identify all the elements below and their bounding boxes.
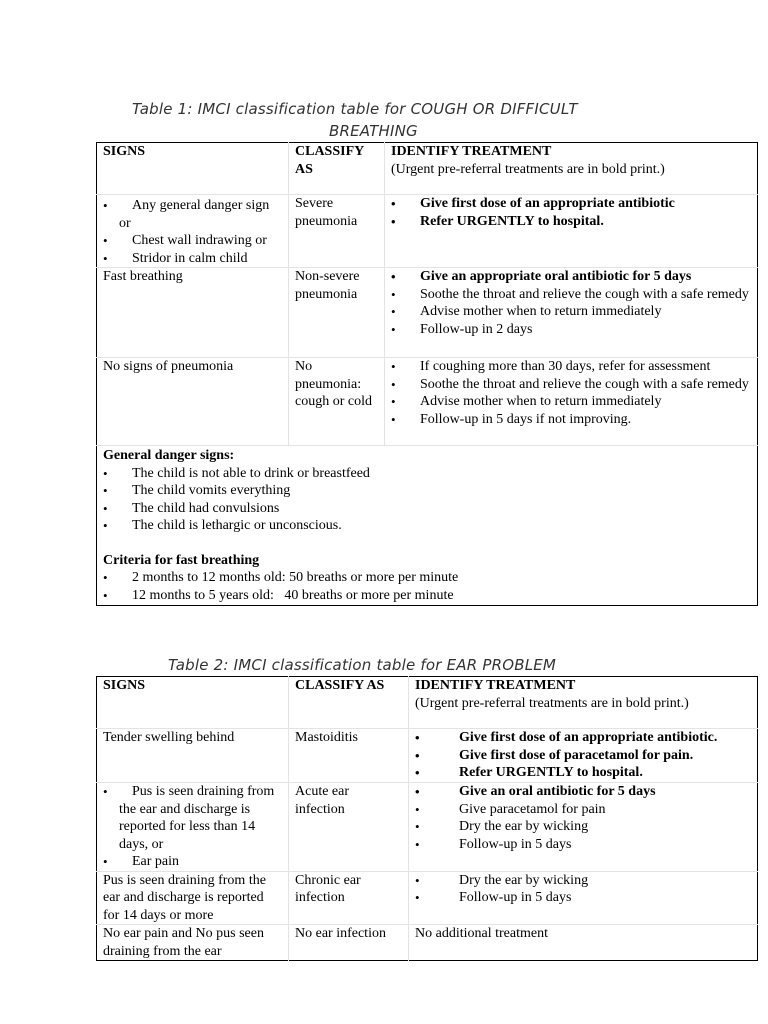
list-item: • Dry the ear by wicking [415,872,751,890]
signs-cell: Fast breathing [97,268,289,358]
signs-cell: Pus is seen draining from the ear and discharge is reported for 14 days or more [97,871,289,925]
list-item: • The child is not able to drink or breastfeed [103,465,751,483]
list-item: • Give first dose of an appropriate antibiotic. [415,729,751,747]
table2-ear [96,676,758,961]
table2-header-treatment: IDENTIFY TREATMENT (Urgent pre-referral treatments are in bold print.) [409,677,758,729]
list-item: • Chest wall indrawing or [103,232,282,250]
treatment-cell [409,729,758,783]
table1-header-classify: CLASSIFY AS [289,143,385,195]
fast-breathing-title: Criteria for fast breathing [103,552,260,568]
list-item: • 2 months to 12 months old: 50 breaths or more per minute [103,569,751,587]
classify-cell: No ear infection [289,925,409,961]
table1-header-signs: SIGNS [97,143,289,195]
list-item: • Follow-up in 5 days [415,889,751,907]
list-item: • Advise mother when to return immediately [391,393,751,411]
list-item: • Ear pain [103,853,282,871]
list-item: • If coughing more than 30 days, refer for assessment [391,358,751,376]
table-row [97,358,758,446]
list-item: • Give an appropriate oral antibiotic for 5 days [391,268,751,286]
list-item: • Stridor in calm child [103,250,282,268]
table-row [97,925,758,961]
list-item: • The child vomits everything [103,482,751,500]
classify-cell: No pneumonia: cough or cold [289,358,385,446]
table-row [97,871,758,925]
list-item: • The child is lethargic or unconscious. [103,517,751,535]
list-item: • Refer URGENTLY to hospital. [415,764,751,782]
table-row [97,783,758,872]
table1-cough [96,142,758,606]
signs-cell: No signs of pneumonia [97,358,289,446]
signs-cell [97,195,289,268]
table1-header-row [97,143,758,195]
table1-notes-row [97,446,758,606]
table2-header-classify: CLASSIFY AS [289,677,409,729]
table-row [97,729,758,783]
treatment-cell [385,268,758,358]
table-row [97,268,758,358]
treatment-cell [385,195,758,268]
list-item: • Refer URGENTLY to hospital. [391,213,751,231]
signs-cell: No ear pain and No pus seen draining from the ear [97,925,289,961]
list-item: • Soothe the throat and relieve the cough with a safe remedy [391,376,751,394]
classify-cell: Severe pneumonia [289,195,385,268]
treatment-cell [385,358,758,446]
signs-cell: Tender swelling behind [97,729,289,783]
treatment-cell: No additional treatment [415,926,548,941]
list-item: • Advise mother when to return immediately [391,303,751,321]
notes-cell [97,446,758,606]
list-item: • Give an oral antibiotic for 5 days [415,783,751,801]
classify-cell: Mastoiditis [289,729,409,783]
table1-header-treatment: IDENTIFY TREATMENT (Urgent pre-referral treatments are in bold print.) [385,143,758,195]
table-row [97,195,758,268]
list-item: • Give paracetamol for pain [415,801,751,819]
classify-cell: Non-severe pneumonia [289,268,385,358]
table2-header-row [97,677,758,729]
list-item: • Give first dose of paracetamol for pain. [415,747,751,765]
list-item: • Follow-up in 5 days [415,836,751,854]
treatment-cell [409,783,758,872]
list-item: • 12 months to 5 years old: 40 breaths or more per minute [103,587,751,605]
table2-caption: Table 2: IMCI classification table for EAR PROBLEM [168,656,557,674]
list-item: • The child had convulsions [103,500,751,518]
list-item: • Pus is seen draining from the ear and discharge is reported for less than 14 days, or [103,783,282,853]
list-item: • Give first dose of an appropriate antibiotic [391,195,751,213]
danger-signs-title: General danger signs: [103,448,235,463]
classify-cell: Chronic ear infection [289,871,409,925]
list-item: • Follow-up in 2 days [391,321,751,339]
list-item: • Follow-up in 5 days if not improving. [391,411,751,429]
signs-cell [97,783,289,872]
classify-cell: Acute ear infection [289,783,409,872]
list-item: • Dry the ear by wicking [415,818,751,836]
treatment-cell [409,871,758,925]
table1-caption: Table 1: IMCI classification table for COUGH OR DIFFICULT BREATHING [132,100,578,140]
list-item: • Any general danger sign or [103,197,282,232]
table2-header-signs: SIGNS [97,677,289,729]
list-item: • Soothe the throat and relieve the cough with a safe remedy [391,286,751,304]
